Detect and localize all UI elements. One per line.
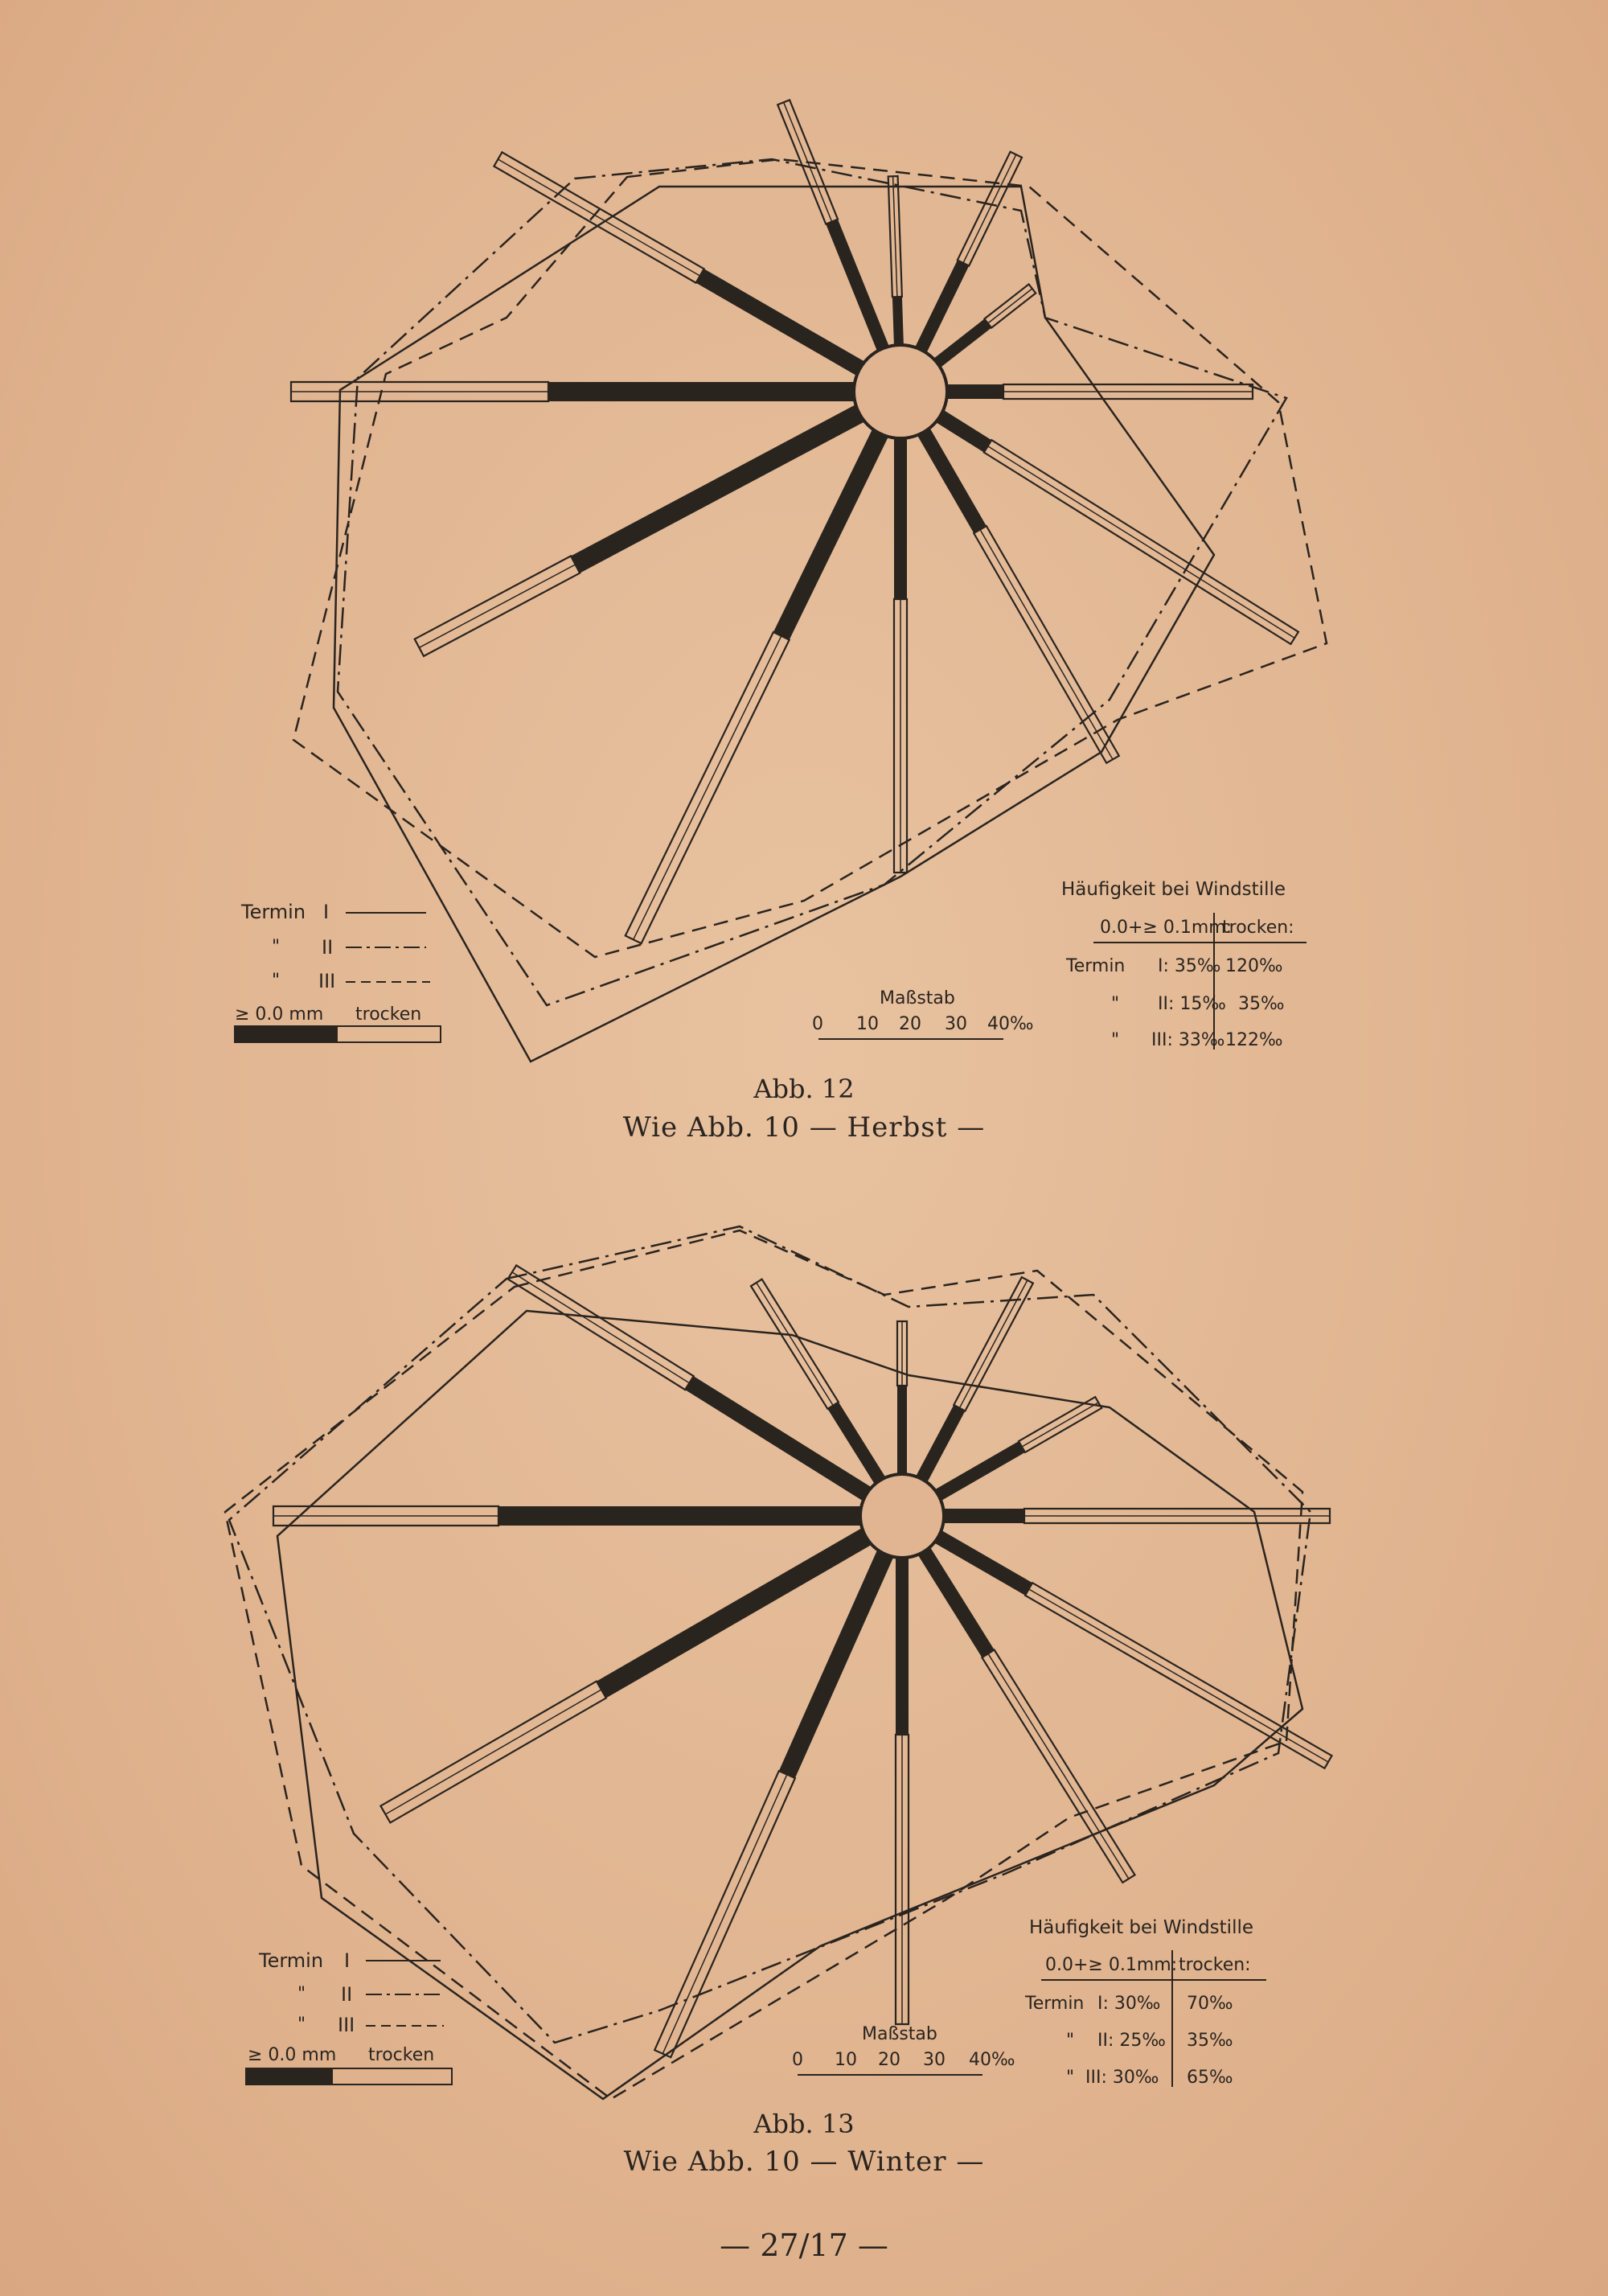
spoke-divider-line <box>385 1690 601 1814</box>
spoke-divider-line <box>662 1775 787 2054</box>
table-title: Häufigkeit bei Windstille <box>1029 1917 1253 1938</box>
scale-tick-10: 10 <box>835 2050 857 2070</box>
scale-bar-herbst <box>812 988 1034 1039</box>
scale-tick-10: 10 <box>856 1014 879 1034</box>
scale-tick-40: 40‰ <box>987 1014 1034 1034</box>
calm-frequency-table-herbst <box>1061 879 1306 1050</box>
figure-caption-abb13: Wie Abb. 10 — Winter — <box>623 2146 985 2178</box>
scale-tick-0: 0 <box>792 2050 803 2070</box>
scale-tick-30: 30 <box>945 1014 967 1034</box>
spoke-dark-bar <box>935 409 992 453</box>
figure-caption-abb12: Wie Abb. 10 — Herbst — <box>622 1111 986 1144</box>
legend-numeral-2: II <box>341 1983 353 2006</box>
table-row-dry: 120‰ <box>1225 956 1283 976</box>
center-circle <box>854 345 947 438</box>
legend-termin-label: Termin <box>241 901 306 923</box>
legend-bar-right-label: trocken <box>355 1004 422 1025</box>
spoke-divider-line <box>512 1272 690 1383</box>
table-row-label: " <box>1066 2068 1075 2088</box>
page-number: — 27/17 — <box>720 2228 888 2263</box>
scale-tick-20: 20 <box>878 2050 900 2070</box>
legend-ditto-3: " <box>297 2015 306 2035</box>
table-row-dry: 35‰ <box>1238 994 1285 1014</box>
legend-ditto-3: " <box>272 971 281 991</box>
table-row-num: I: 30‰ <box>1097 1994 1161 2014</box>
spoke-divider-line <box>784 102 832 221</box>
legend-termin-label: Termin <box>259 1949 324 1972</box>
scale-tick-40: 40‰ <box>969 2050 1015 2070</box>
legend-numeral-1: I <box>323 901 330 923</box>
legend-numeral-3: III <box>318 970 336 992</box>
spoke-dark-bar <box>896 1556 909 1735</box>
spoke-dark-bar <box>826 220 889 353</box>
legend-ditto-2: " <box>297 1984 306 2004</box>
spoke-divider-line <box>988 1653 1129 1879</box>
table-title: Häufigkeit bei Windstille <box>1061 879 1286 900</box>
table-row-num: III: 30‰ <box>1085 2068 1159 2088</box>
scale-bar-winter <box>792 2024 1015 2075</box>
figure-number-abb12: Abb. 12 <box>753 1074 855 1104</box>
legend-numeral-2: II <box>322 936 334 959</box>
legend-bar-left-label: ≥ 0.0 mm <box>235 1004 324 1025</box>
table-row-dry: 65‰ <box>1187 2068 1233 2088</box>
legend-herbst <box>235 901 441 1042</box>
table-row-dry: 35‰ <box>1187 2031 1233 2051</box>
scale-tick-20: 20 <box>899 1014 921 1034</box>
spoke-divider-line <box>419 565 575 647</box>
spoke-divider-line <box>1029 1589 1328 1762</box>
spoke-divider-line <box>988 289 1032 323</box>
spoke-dark-bar <box>548 382 855 401</box>
center-circle <box>860 1474 944 1558</box>
table-row-label: " <box>1111 994 1120 1014</box>
spoke-divider-line <box>963 154 1016 263</box>
table-row-dry: 70‰ <box>1187 1994 1233 2014</box>
table-row-num: II: 25‰ <box>1097 2031 1166 2051</box>
spoke-dark-bar <box>933 1441 1025 1501</box>
wind-rose-diagram-winter <box>0 1206 1608 2115</box>
table-row-label: " <box>1111 1030 1120 1050</box>
spoke-dark-bar <box>685 1376 872 1501</box>
scale-title: Maßstab <box>880 988 955 1008</box>
legend-bar-right-label: trocken <box>368 2045 435 2065</box>
table-row-num: II: 15‰ <box>1158 994 1226 1014</box>
wind-spokes-herbst <box>291 100 1298 943</box>
spoke-dark-bar <box>897 1386 907 1476</box>
spoke-dark-bar <box>946 384 1003 399</box>
scale-tick-0: 0 <box>812 1014 823 1034</box>
table-row-label: Termin <box>1025 1994 1085 2014</box>
legend-numeral-1: I <box>344 1949 351 1972</box>
table-row-num: III: 33‰ <box>1151 1030 1225 1050</box>
spoke-divider-line <box>498 159 699 276</box>
spoke-divider-line <box>1022 1403 1098 1447</box>
legend-numeral-3: III <box>338 2014 355 2036</box>
spoke-divider-line <box>893 176 897 297</box>
table-col2: trocken: <box>1179 1955 1251 1975</box>
spoke-divider-line <box>980 530 1113 760</box>
spoke-dark-bar <box>894 437 907 599</box>
spoke-dark-bar <box>498 1506 862 1526</box>
scale-title: Maßstab <box>862 2024 937 2044</box>
table-col2: trocken: <box>1222 918 1294 938</box>
wind-rose-diagram-herbst <box>0 0 1608 1078</box>
scale-tick-30: 30 <box>923 2050 946 2070</box>
table-col1: 0.0+≥ 0.1mm: <box>1100 918 1233 938</box>
spoke-dark-bar <box>933 319 991 369</box>
table-col1: 0.0+≥ 0.1mm: <box>1045 1955 1178 1975</box>
spoke-dark-bar <box>892 297 904 347</box>
table-row-num: I: 35‰ <box>1158 956 1221 976</box>
table-row-dry: 122‰ <box>1225 1030 1283 1050</box>
figure-number-abb13: Abb. 13 <box>753 2109 855 2139</box>
spoke-divider-line <box>757 1283 833 1406</box>
spoke-dark-bar <box>915 1405 965 1484</box>
table-row-label: Termin <box>1066 956 1126 976</box>
legend-bar-left-label: ≥ 0.0 mm <box>248 2045 337 2065</box>
spoke-dark-bar <box>942 1509 1024 1523</box>
legend-ditto-2: " <box>272 937 281 957</box>
spoke-divider-line <box>634 636 781 940</box>
table-row-label: " <box>1066 2031 1075 2051</box>
spoke-dark-bar <box>696 269 866 376</box>
calm-frequency-table-winter <box>1024 1917 1266 2088</box>
